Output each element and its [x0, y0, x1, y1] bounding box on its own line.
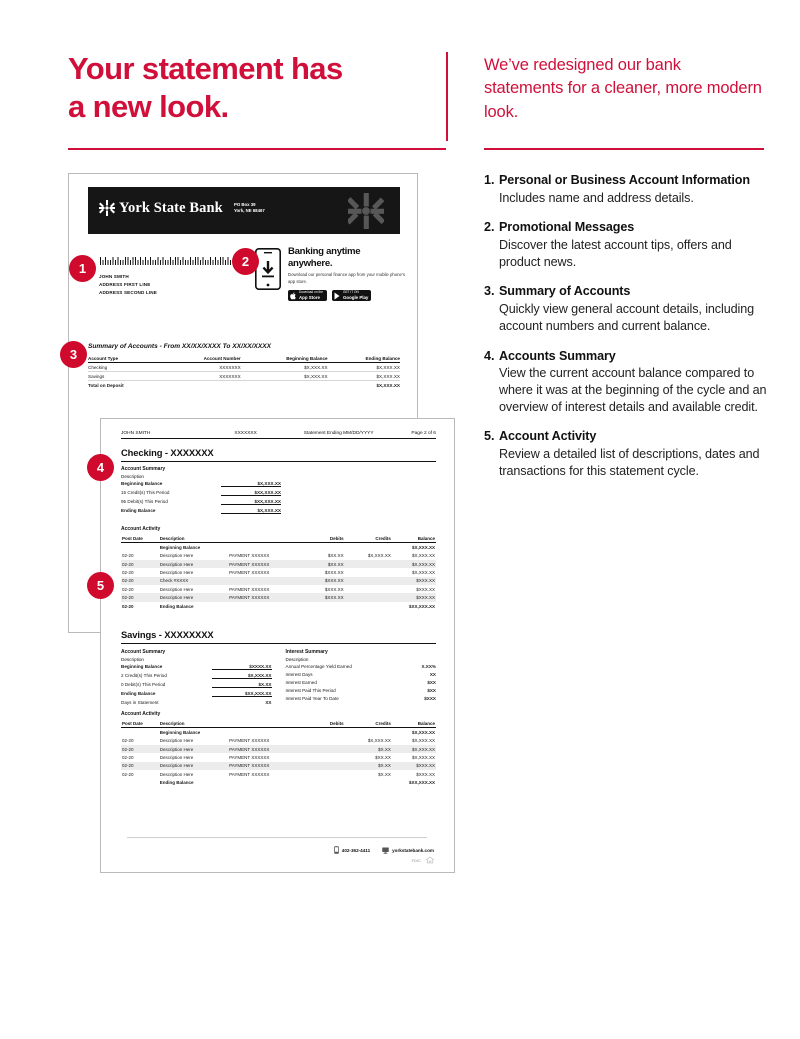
table-row [121, 577, 436, 585]
cell-balance: $X,XXX.XX [411, 570, 435, 575]
cell-date: 02-20 [121, 593, 159, 601]
feature-number: 1. [484, 173, 495, 187]
cell-credit [345, 585, 392, 593]
cell-memo: PAYMENT XXXXXX [229, 553, 270, 559]
summary-row [121, 699, 272, 707]
summary-value: $X,XXX.XX [212, 673, 272, 679]
cell-debit: $XX.XX [327, 553, 344, 559]
feature-description: View the current account balance compared to where it was at the beginning of the cycle and an overview of interest details and available credit. [499, 366, 767, 414]
column-header: Beginning Balance [241, 354, 328, 363]
cell-description: Description Here [159, 755, 194, 760]
customer-name: JOHN SMITH [99, 274, 129, 279]
feature-number: 3. [484, 284, 495, 299]
callout-badge-5 [87, 572, 114, 599]
list-item [484, 283, 774, 334]
feature-title: Accounts Summary [499, 348, 616, 363]
summary-value: $XXXX.XX [212, 664, 272, 670]
checking-section-title: Checking - XXXXXXX [121, 447, 436, 462]
cell-debit [297, 737, 344, 745]
cell-debit: $XX.XX [297, 560, 344, 568]
summary-label: 15 Credit(s) This Period [121, 489, 170, 495]
column-header-memo [228, 534, 297, 543]
table-row-beginning-balance [121, 728, 436, 737]
cell-description: Description Here [159, 570, 194, 575]
cell-description: Description Here [159, 560, 228, 568]
footer-phone[interactable] [334, 846, 370, 854]
cell-beginning-balance: $X,XXX.XX [241, 363, 328, 372]
cell-memo: PAYMENT XXXXXX [229, 570, 270, 575]
table-row [121, 745, 436, 753]
app-store-badge-text [299, 291, 323, 300]
cell-description: Check #XXXX [159, 577, 228, 585]
summary-value: $XX,XXX.XX [221, 499, 281, 505]
starburst-logo-icon [99, 200, 115, 216]
list-item [484, 172, 774, 206]
footer-website[interactable] [382, 847, 434, 854]
bank-masthead [88, 187, 400, 234]
footer-divider [127, 837, 427, 838]
column-header-balance: Balance [392, 719, 436, 728]
summary-label: Ending Balance [121, 508, 156, 514]
cell-description: Description Here [159, 771, 194, 777]
table-row [121, 753, 436, 761]
cell-debit [297, 753, 344, 761]
feature-title: Promotional Messages [499, 220, 635, 235]
interest-value: $XXX [424, 696, 436, 702]
cell-balance: $XXX.XX [392, 593, 436, 601]
feature-title: Personal or Business Account Information [499, 173, 750, 187]
cell-date: 02-20 [122, 553, 134, 559]
hero-subhead: We’ve redesigned our bank statements for a cleaner, more modern look. [484, 56, 762, 121]
cell-credit: $X,XXX.XX [367, 553, 391, 559]
equal-housing-lender-icon [426, 856, 434, 864]
cell-total-value: $X,XXX.XX [328, 381, 400, 390]
interest-row [286, 695, 437, 703]
summary-row [121, 662, 272, 671]
cell-balance: $XXX.XX [416, 771, 435, 777]
interest-row [286, 687, 437, 695]
feature-description: Includes name and address details. [499, 190, 694, 205]
table-row-ending-balance [121, 602, 436, 610]
interest-value: X.XX% [421, 663, 436, 669]
footer-phone-text: 402-362-4411 [341, 847, 371, 853]
hero-vertical-divider [446, 52, 448, 141]
cell-debit [297, 543, 344, 552]
table-row [121, 585, 436, 593]
cell-total-label: Total on Deposit [88, 381, 163, 390]
feature-list [484, 172, 774, 492]
cell-credit: $XX.XX [375, 755, 391, 760]
cell-debit [297, 770, 344, 778]
savings-account-activity [121, 711, 436, 787]
cell-debit: $XXX.XX [324, 586, 344, 592]
summary-value: $XX,XXX.XX [221, 490, 281, 496]
header-customer-name: JOHN SMITH [121, 431, 151, 436]
google-play-icon [334, 292, 341, 300]
summary-row [121, 680, 272, 689]
savings-account-summary [121, 649, 272, 707]
cell-debit [297, 745, 344, 753]
cell-memo [228, 577, 297, 585]
cell-balance: $XXX.XX [416, 586, 435, 592]
list-item [484, 428, 774, 479]
footer-website-text: yorkstatebank.com [392, 847, 434, 853]
callout-badge-3 [60, 341, 87, 368]
column-header: Ending Balance [328, 354, 400, 363]
cell-account-type: Savings [88, 372, 163, 381]
promo-title: Banking anytime anywhere. [288, 246, 361, 269]
column-header-balance: Balance [392, 534, 436, 543]
list-item [484, 219, 774, 270]
interest-label: Interest Paid Year To Date [285, 696, 339, 702]
table-row-beginning-balance [121, 543, 436, 552]
cell-memo: PAYMENT XXXXXX [229, 586, 270, 592]
headline-line-2: a new look. [68, 88, 229, 124]
cell-balance: $X,XXX.XX [411, 729, 435, 735]
table-row [121, 560, 436, 568]
cell-credit: $X.XX [378, 771, 391, 777]
summary-value: $X,XXX.XX [221, 508, 281, 514]
summary-label: 95 Debit(s) This Period [121, 498, 168, 504]
cell-credit [345, 778, 392, 786]
cell-date: 02-20 [121, 577, 159, 585]
interest-value: $XX [427, 679, 436, 685]
summary-value: $X,XXX.XX [221, 481, 281, 487]
cell-date: 02-20 [122, 771, 134, 777]
list-item [484, 348, 774, 416]
hero-rule-right [484, 148, 764, 150]
table-row [88, 363, 400, 372]
cell-debit [297, 602, 344, 610]
summary-value: XX [265, 700, 272, 706]
cell-memo: PAYMENT XXXXXX [229, 771, 270, 777]
cell-memo: PAYMENT XXXXXX [229, 738, 270, 744]
table-row [88, 372, 400, 381]
cell-description: Description Here [159, 593, 228, 601]
bank-address-line-1: PO Box 39 [234, 202, 256, 207]
column-header-description: Description [159, 534, 228, 543]
cell-credit [345, 560, 392, 568]
headline-line-1: Your statement has [68, 51, 343, 86]
cell-empty [163, 381, 241, 390]
customer-address-block [99, 273, 157, 297]
feature-description: Discover the latest account tips, offers and product news. [499, 237, 732, 269]
cell-date [121, 728, 159, 737]
summary-label: Days in Statement [121, 700, 159, 706]
summary-of-accounts-table [88, 354, 400, 390]
table-row [121, 593, 436, 601]
table-row [121, 568, 436, 576]
cell-credit: $X,XXX.XX [367, 738, 391, 744]
savings-description-label: Description [121, 657, 144, 662]
summary-label: Beginning Balance [121, 663, 163, 669]
header-statement-ending: Statement Ending MM/DD/YYYY [303, 431, 374, 436]
interest-row [286, 662, 437, 670]
cell-date [121, 543, 159, 552]
cell-memo: PAYMENT XXXXXX [228, 560, 297, 568]
app-store-badges [288, 290, 371, 301]
interest-row [286, 670, 437, 678]
column-header: Account Number [163, 354, 241, 363]
starburst-watermark-icon [348, 193, 384, 229]
cell-memo: PAYMENT XXXXXX [228, 762, 297, 770]
interest-value: $XX [427, 688, 436, 694]
cell-empty [241, 381, 328, 390]
checking-account-summary [121, 466, 281, 516]
cell-date: 02-20 [122, 755, 134, 760]
cell-ending-label: Ending Balance [159, 780, 194, 786]
cell-debit: $XXX.XX [324, 570, 344, 575]
app-store-badge-big: App Store [299, 294, 320, 300]
cell-ending-balance: $X,XXX.XX [328, 372, 400, 381]
cell-credit [345, 568, 392, 576]
statement-page-header [121, 431, 436, 439]
summary-label: 2 Credit(s) This Period [121, 672, 167, 678]
cell-credit [345, 728, 392, 737]
cell-balance: $XXX.XX [392, 762, 436, 770]
callout-badge-3-label: 3 [69, 347, 78, 362]
cell-date [121, 778, 159, 786]
cell-date: 02-20 [121, 762, 159, 770]
callout-badge-1 [69, 255, 96, 282]
cell-date: 02-20 [121, 745, 159, 753]
cell-description: Description Here [159, 745, 228, 753]
header-page-number: Page 2 of 6 [411, 431, 436, 436]
table-row-ending-balance [121, 778, 436, 786]
table-row [121, 552, 436, 560]
cell-credit: $X.XX [345, 745, 392, 753]
cell-credit [345, 577, 392, 585]
interest-description-label: Description [285, 657, 309, 662]
summary-row [121, 507, 281, 516]
column-header-debits: Debits [297, 719, 344, 728]
cell-balance: $X,XXX.XX [411, 738, 435, 744]
cell-debit: $XXX.XX [297, 577, 344, 585]
interest-label: Interest Earned [285, 679, 317, 685]
feature-title: Account Activity [499, 429, 597, 444]
summary-row [121, 479, 281, 488]
cell-ending-label: Ending Balance [159, 603, 194, 609]
cell-balance: $X,XXX.XX [411, 755, 435, 760]
google-play-badge-text [343, 291, 368, 300]
table-row [121, 770, 436, 778]
summary-value: $XX,XXX.XX [212, 691, 272, 697]
savings-summaries [121, 649, 436, 707]
column-header-memo [228, 719, 297, 728]
savings-interest-summary [286, 649, 437, 707]
callout-badge-4-label: 4 [96, 460, 105, 475]
summary-label: Ending Balance [121, 691, 156, 697]
cell-debit [297, 728, 344, 737]
bank-address [234, 202, 265, 214]
cell-credit: $X.XX [345, 762, 392, 770]
table-header-row [88, 354, 400, 363]
cell-account-number: XXXXXXX [163, 372, 241, 381]
cell-description: Description Here [159, 762, 228, 770]
mobile-download-icon [255, 248, 281, 290]
feature-title: Summary of Accounts [499, 284, 631, 299]
apple-icon [290, 292, 297, 300]
callout-badge-1-label: 1 [78, 261, 87, 276]
header-account-number: XXXXXXX [234, 431, 257, 436]
callout-badge-5-label: 5 [96, 578, 105, 593]
interest-summary-heading: Interest Summary [285, 649, 328, 655]
table-row [121, 737, 436, 745]
feature-description: Review a detailed list of descriptions, dates and transactions for this statement cycle. [499, 446, 760, 478]
cell-date: 02-20 [122, 603, 134, 609]
cell-debit: $XXX.XX [297, 593, 344, 601]
hero-header [0, 0, 800, 160]
table-row [121, 762, 436, 770]
hero-rule-left [68, 148, 446, 150]
statement-page-2 [100, 418, 455, 873]
cell-debit [297, 762, 344, 770]
cell-account-number: XXXXXXX [163, 363, 241, 372]
cell-balance: $X,XXX.XX [411, 553, 435, 559]
phone-icon [334, 846, 339, 854]
summary-row [121, 690, 272, 699]
monitor-icon [382, 847, 389, 854]
column-header-credits: Credits [345, 719, 392, 728]
column-header-debits: Debits [297, 534, 344, 543]
summary-row [121, 671, 272, 680]
google-play-badge-small: GET IT ON [343, 290, 359, 295]
cell-balance: $X,XXX.XX [392, 560, 436, 568]
savings-summary-heading: Account Summary [121, 649, 166, 655]
interest-label: Annual Percentage Yield Earned [285, 663, 352, 669]
feature-number: 4. [484, 348, 495, 363]
page-title [68, 50, 448, 126]
cell-ending-balance: $X,XXX.XX [328, 363, 400, 372]
interest-label: Interest Paid This Period [285, 688, 336, 694]
interest-value: XX [429, 671, 436, 677]
column-header-post-date: Post Date [121, 719, 159, 728]
cell-beginning-label: Beginning Balance [159, 544, 201, 550]
callout-badge-2 [232, 248, 259, 275]
feature-number: 5. [484, 429, 495, 444]
cell-memo: PAYMENT XXXXXX [228, 745, 297, 753]
summary-row [121, 488, 281, 497]
footer-legal-icons [412, 856, 434, 864]
savings-activity-heading: Account Activity [121, 711, 161, 717]
cell-date: 02-20 [122, 570, 134, 575]
cell-memo: PAYMENT XXXXXX [229, 755, 270, 760]
checking-activity-heading: Account Activity [121, 526, 161, 532]
checking-account-activity [121, 526, 436, 610]
checking-description-label: Description [121, 474, 144, 479]
column-header-credits: Credits [345, 534, 392, 543]
checking-summary-heading: Account Summary [121, 466, 166, 472]
bank-name: York State Bank [119, 200, 223, 216]
cell-balance: $X,XXX.XX [392, 745, 436, 753]
footer-contacts [334, 846, 434, 854]
cell-description: Description Here [159, 586, 194, 592]
interest-row [286, 678, 437, 686]
cell-credit [345, 543, 392, 552]
bank-address-line-2: York, NE 68467 [234, 208, 265, 214]
cell-balance: $XX,XXX.XX [408, 603, 435, 609]
feature-number: 2. [484, 220, 495, 235]
cell-date: 02-20 [122, 738, 134, 744]
callout-badge-2-label: 2 [241, 254, 250, 269]
summary-value: $X.XX [212, 682, 272, 688]
cell-credit [345, 602, 392, 610]
customer-address-line-2: ADDRESS SECOND LINE [99, 290, 157, 296]
cell-description: Description Here [159, 553, 194, 559]
cell-beginning-label: Beginning Balance [159, 729, 201, 735]
cell-date: 02-20 [122, 586, 134, 592]
customer-address-line-1: ADDRESS FIRST LINE [99, 282, 151, 288]
column-header: Account Type [88, 354, 163, 363]
cell-balance: $XX,XXX.XX [408, 780, 435, 786]
table-total-row [88, 381, 400, 390]
google-play-badge[interactable] [332, 290, 371, 301]
app-store-badge[interactable] [288, 290, 327, 301]
cell-date: 02-20 [121, 560, 159, 568]
table-header-row [121, 534, 436, 543]
callout-badge-4 [87, 454, 114, 481]
cell-credit [345, 593, 392, 601]
interest-label: Interest Days [285, 671, 313, 677]
summary-label: 0 Debit(s) This Period [121, 681, 166, 687]
cell-memo: PAYMENT XXXXXX [228, 593, 297, 601]
promo-subtitle: Download our personal finance app from your mobile phone’s app store. [288, 272, 405, 284]
google-play-badge-big: Google Play [343, 294, 369, 300]
cell-beginning-balance: $X,XXX.XX [241, 372, 328, 381]
feature-description: Quickly view general account details, including account numbers and current balance. [499, 302, 755, 333]
cell-balance: $X,XXX.XX [411, 544, 435, 550]
savings-section-title: Savings - XXXXXXXX [121, 629, 436, 644]
cell-balance: $XXX.XX [392, 577, 436, 585]
cell-account-type: Checking [88, 363, 163, 372]
summary-label: Beginning Balance [121, 480, 163, 486]
column-header-post-date: Post Date [121, 534, 159, 543]
table-header-row [121, 719, 436, 728]
fdic-label: FDIC [411, 857, 421, 863]
cell-debit [297, 778, 344, 786]
app-store-badge-small: Download on the [299, 290, 323, 295]
cell-description: Description Here [159, 738, 194, 744]
column-header-description: Description [159, 719, 228, 728]
summary-of-accounts-title: Summary of Accounts - From XX/XX/XXXX To XX/XX/XXXX [88, 343, 272, 350]
summary-row [121, 497, 281, 506]
